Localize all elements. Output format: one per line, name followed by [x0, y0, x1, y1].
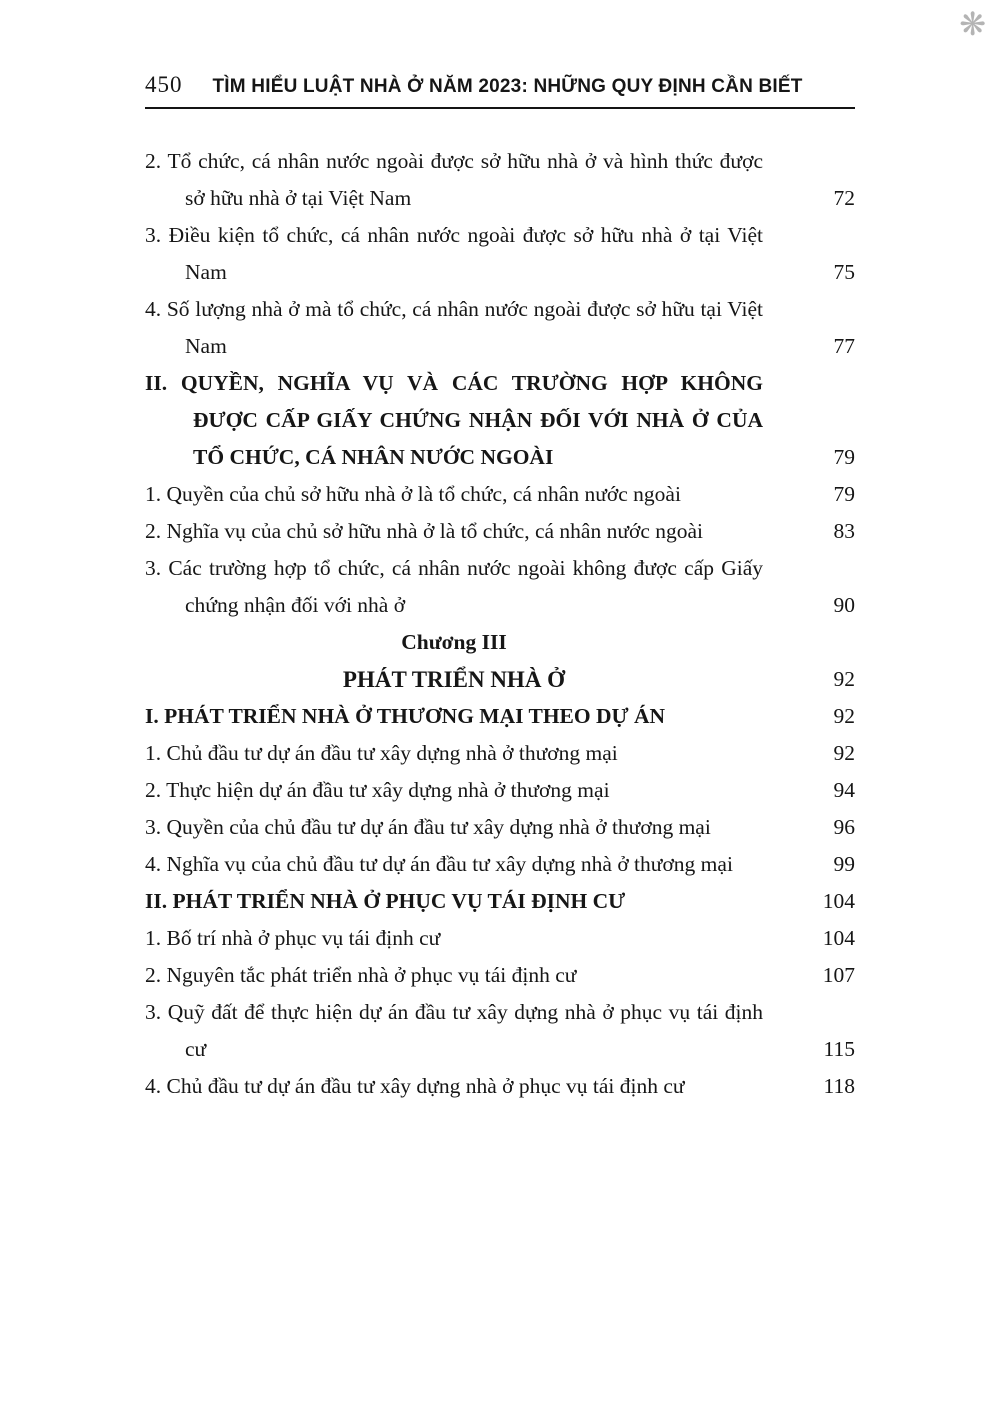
- toc-entry-text: 1. Bố trí nhà ở phục vụ tái định cư: [145, 926, 441, 950]
- toc-entry-page: 75: [833, 260, 855, 284]
- chapter-label: [145, 624, 855, 661]
- toc-section-entry: [145, 365, 855, 476]
- toc-entry-page: 79: [833, 445, 855, 469]
- toc-entry-text: 2. Thực hiện dự án đầu tư xây dựng nhà ở thương mại: [145, 778, 610, 802]
- toc-entry-text: 1. Quyền của chủ sở hữu nhà ở là tổ chức, cá nhân nước ngoài: [145, 482, 681, 506]
- toc-entry-page: 104: [822, 926, 855, 950]
- toc-entry-page: 94: [833, 778, 855, 802]
- toc-entry-text: 4. Chủ đầu tư dự án đầu tư xây dựng nhà ở phục vụ tái định cư: [145, 1074, 685, 1098]
- toc-entry: [145, 957, 855, 994]
- toc-entry-page: 107: [822, 963, 855, 987]
- toc-entry-text: 2. Nguyên tắc phát triển nhà ở phục vụ tái định cư: [145, 963, 577, 987]
- toc-entry: [145, 291, 855, 365]
- header-page-number: 450: [145, 72, 183, 97]
- toc-entry-page: 104: [822, 889, 855, 913]
- toc-entry: [145, 143, 855, 217]
- page-header: [145, 72, 855, 109]
- chapter-title: [145, 661, 855, 698]
- toc-entry-text: 3. Các trường hợp tổ chức, cá nhân nước ngoài không được cấp Giấy chứng nhận đối với nhà ở: [145, 556, 763, 617]
- header-title: TÌM HIỂU LUẬT NHÀ Ở NĂM 2023: NHỮNG QUY ĐỊNH CẦN BIẾT: [212, 76, 803, 97]
- toc-entry-page: 79: [833, 482, 855, 506]
- toc-entry-text: 3. Điều kiện tổ chức, cá nhân nước ngoài được sở hữu nhà ở tại Việt Nam: [145, 223, 763, 284]
- toc-entry: [145, 513, 855, 550]
- toc-entry: [145, 772, 855, 809]
- toc-entry-page: 118: [823, 1074, 855, 1098]
- toc-entry-text: 3. Quỹ đất để thực hiện dự án đầu tư xây dựng nhà ở phục vụ tái định cư: [145, 1000, 763, 1061]
- toc-entry: [145, 920, 855, 957]
- toc-entry-page: 92: [833, 741, 855, 765]
- toc-entry-page: 99: [833, 852, 855, 876]
- toc-entry-text: 1. Chủ đầu tư dự án đầu tư xây dựng nhà ở thương mại: [145, 741, 618, 765]
- toc-entry: [145, 217, 855, 291]
- toc-entry: [145, 809, 855, 846]
- toc-entry: [145, 1068, 855, 1105]
- toc-entry-text: 2. Nghĩa vụ của chủ sở hữu nhà ở là tổ chức, cá nhân nước ngoài: [145, 519, 704, 543]
- toc-entry-page: 96: [833, 815, 855, 839]
- toc-entry-page: 77: [833, 334, 855, 358]
- toc-entry: [145, 846, 855, 883]
- table-of-contents: [145, 143, 855, 1105]
- toc-section-entry: [145, 698, 855, 735]
- toc-entry: [145, 550, 855, 624]
- toc-entry-page: 83: [833, 519, 855, 543]
- toc-entry-page: 90: [833, 593, 855, 617]
- toc-entry-page: 92: [833, 704, 855, 728]
- toc-entry: [145, 735, 855, 772]
- toc-entry-text: II. PHÁT TRIỂN NHÀ Ở PHỤC VỤ TÁI ĐỊNH CƯ: [145, 889, 626, 913]
- toc-entry-text: II. QUYỀN, NGHĨA VỤ VÀ CÁC TRƯỜNG HỢP KHÔNG ĐƯỢC CẤP GIẤY CHỨNG NHẬN ĐỐI VỚI NHÀ Ở CỦA TỔ CHỨC, CÁ NHÂN NƯỚC NGOÀI: [145, 371, 763, 469]
- toc-section-entry: [145, 883, 855, 920]
- chapter-label-text: Chương III: [401, 630, 507, 654]
- toc-entry-text: I. PHÁT TRIỂN NHÀ Ở THƯƠNG MẠI THEO DỰ ÁN: [145, 704, 666, 728]
- chapter-title-text: PHÁT TRIỂN NHÀ Ở: [342, 667, 566, 692]
- toc-entry-text: 3. Quyền của chủ đầu tư dự án đầu tư xây dựng nhà ở thương mại: [145, 815, 711, 839]
- toc-entry-text: 2. Tổ chức, cá nhân nước ngoài được sở hữu nhà ở và hình thức được sở hữu nhà ở tại Việt Nam: [145, 149, 763, 210]
- flower-icon: ❋: [959, 5, 986, 43]
- toc-entry-page: 72: [833, 186, 855, 210]
- toc-entry: [145, 994, 855, 1068]
- toc-entry-text: 4. Số lượng nhà ở mà tổ chức, cá nhân nước ngoài được sở hữu tại Việt Nam: [145, 297, 763, 358]
- toc-entry-text: 4. Nghĩa vụ của chủ đầu tư dự án đầu tư xây dựng nhà ở thương mại: [145, 852, 733, 876]
- toc-entry-page: 115: [823, 1037, 855, 1061]
- toc-entry-page: 92: [833, 667, 855, 691]
- toc-entry: [145, 476, 855, 513]
